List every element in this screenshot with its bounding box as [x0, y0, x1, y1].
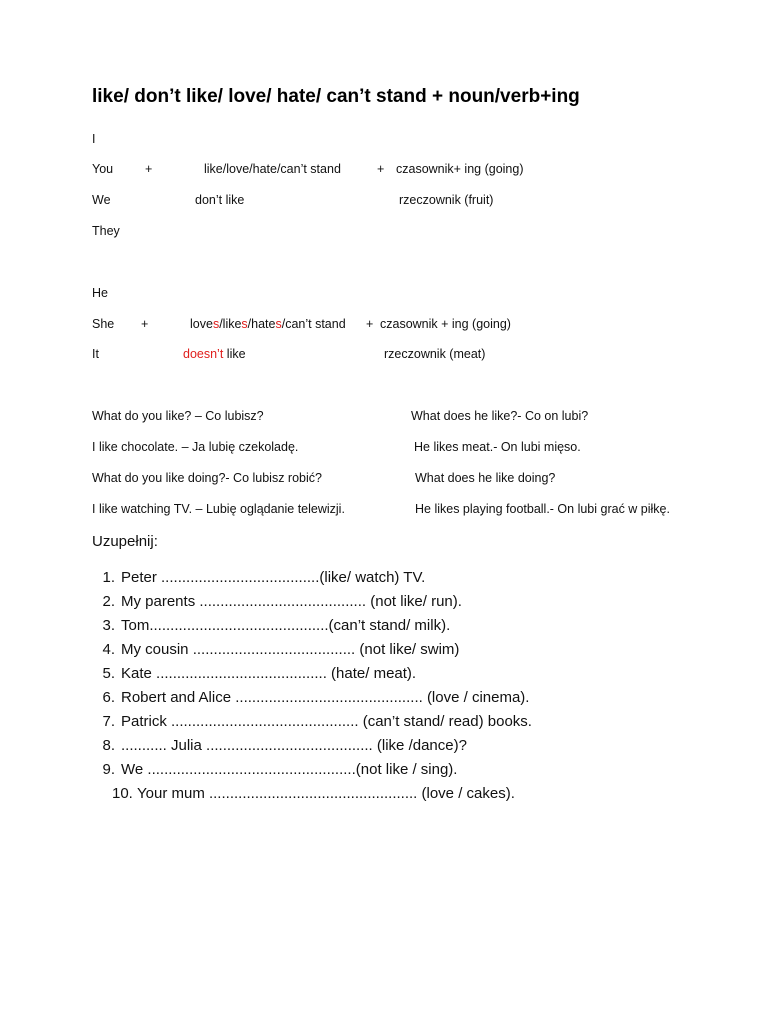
- verb-part: /can’t stand: [281, 317, 346, 331]
- exercise-item: [93, 641, 459, 659]
- suffix-s: s: [275, 317, 282, 331]
- item-text: My cousin ....................................... (not like/ swim): [121, 641, 460, 658]
- exercise-item: [93, 665, 416, 683]
- item-number: 5.: [102, 665, 115, 682]
- verb-ing-rule: czasownik+ ing (going): [396, 162, 524, 176]
- item-number: 8.: [102, 737, 115, 754]
- item-text: ........... Julia ........................................ (like /dance)?: [121, 737, 467, 754]
- example-left: What do you like? – Co lubisz?: [92, 409, 264, 423]
- verbs-positive-third-person: [190, 316, 346, 332]
- item-number: 1.: [102, 569, 115, 586]
- plus-sign: +: [141, 317, 149, 331]
- verb-part: /hate: [247, 317, 276, 331]
- plus-sign: +: [366, 317, 374, 331]
- pronoun-she: She: [92, 317, 115, 331]
- exercise-item: [93, 569, 425, 587]
- example-right: He likes playing football.- On lubi grać w piłkę.: [415, 502, 670, 516]
- item-number: 10.: [112, 785, 133, 802]
- verbs-negative-third-person: [183, 346, 246, 362]
- item-text: Peter ......................................(like/ watch) TV.: [121, 569, 426, 586]
- plus-sign: +: [377, 162, 385, 176]
- pronoun-they: They: [92, 224, 120, 238]
- item-number: 9.: [102, 761, 115, 778]
- exercise-item: [93, 761, 457, 779]
- verb-part: /like: [219, 317, 242, 331]
- noun-rule: rzeczownik (meat): [384, 347, 486, 361]
- doesnt-word: doesn’t: [183, 347, 224, 361]
- item-text: We ..................................................(not like / sing).: [121, 761, 458, 778]
- example-left: I like chocolate. – Ja lubię czekoladę.: [92, 440, 299, 454]
- pronoun-we: We: [92, 193, 111, 207]
- exercise-heading: Uzupełnij:: [92, 533, 158, 550]
- item-number: 2.: [102, 593, 115, 610]
- verbs-negative: don’t like: [195, 193, 245, 207]
- item-text: Robert and Alice ............................................. (love / cinema).: [121, 689, 530, 706]
- verb-part: love: [190, 317, 213, 331]
- exercise-item: [93, 617, 450, 635]
- item-text: Patrick ............................................. (can’t stand/ read) books.: [121, 713, 532, 730]
- example-right: He likes meat.- On lubi mięso.: [414, 440, 581, 454]
- item-text: My parents ........................................ (not like/ run).: [121, 593, 462, 610]
- exercise-item: [93, 593, 462, 611]
- verb-ing-rule: czasownik + ing (going): [380, 317, 511, 331]
- exercise-item: [93, 713, 532, 731]
- item-number: 3.: [102, 617, 115, 634]
- item-number: 4.: [102, 641, 115, 658]
- item-text: Tom...........................................(can’t stand/ milk).: [121, 617, 451, 634]
- example-right: What does he like?- Co on lubi?: [411, 409, 589, 423]
- example-left: What do you like doing?- Co lubisz robić?: [92, 471, 322, 485]
- page-title: like/ don’t like/ love/ hate/ can’t stand + noun/verb+ing: [92, 86, 580, 107]
- pronoun-he: He: [92, 286, 108, 300]
- item-number: 7.: [102, 713, 115, 730]
- pronoun-you: You: [92, 162, 114, 176]
- item-text: Kate ......................................... (hate/ meat).: [121, 665, 417, 682]
- example-right: What does he like doing?: [415, 471, 556, 485]
- exercise-item: [93, 737, 467, 755]
- exercise-item: [93, 689, 529, 707]
- item-text: Your mum .................................................. (love / cakes).: [137, 785, 515, 802]
- example-left: I like watching TV. – Lubię oglądanie telewizji.: [92, 502, 345, 516]
- plus-sign: +: [145, 162, 153, 176]
- verbs-positive: like/love/hate/can’t stand: [204, 162, 341, 176]
- like-word: like: [223, 347, 246, 361]
- item-number: 6.: [102, 689, 115, 706]
- suffix-s: s: [212, 317, 220, 331]
- pronoun-i: I: [92, 132, 96, 146]
- exercise-item: [93, 785, 515, 803]
- pronoun-it: It: [92, 347, 99, 361]
- suffix-s: s: [241, 317, 248, 331]
- noun-rule: rzeczownik (fruit): [399, 193, 494, 207]
